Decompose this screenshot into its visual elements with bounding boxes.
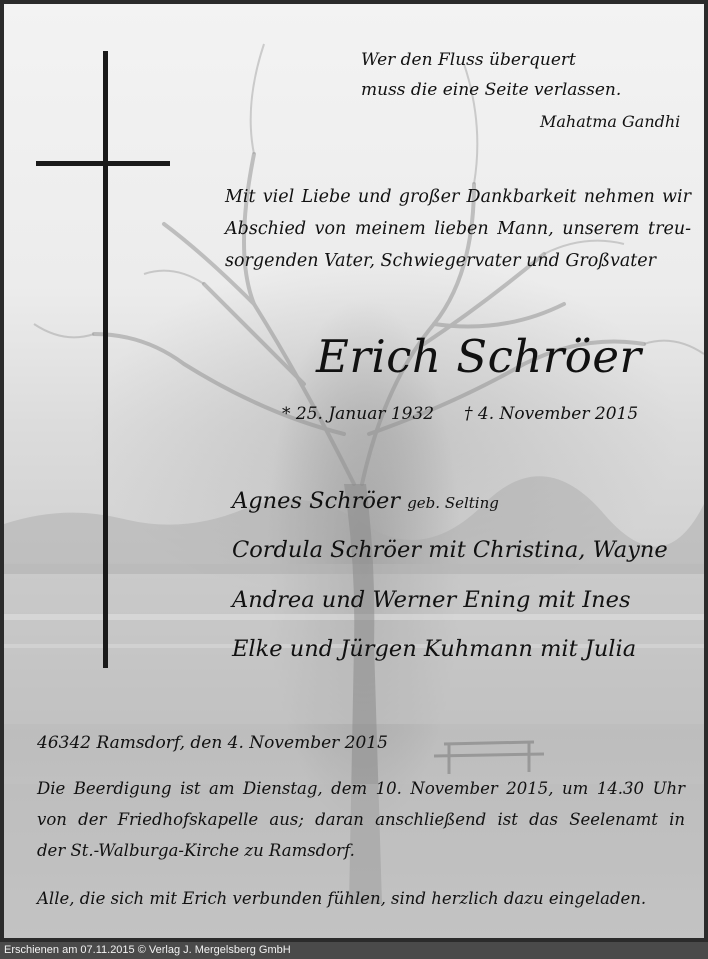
death-date: † 4. November 2015 bbox=[464, 404, 639, 424]
intro-line-3: sorgenden Vater, Schwiegervater und Großvater bbox=[225, 251, 657, 271]
invitation-text: Alle, die sich mit Erich verbunden fühlen, sind herzlich dazu eingeladen. bbox=[37, 889, 647, 908]
funeral-line-2: von der Friedhofskapelle aus; daran anschließend ist das Seelenamt in bbox=[37, 810, 685, 829]
funeral-line-3: der St.-Walburga-Kirche zu Ramsdorf. bbox=[37, 841, 355, 860]
cross-vertical-bar bbox=[103, 51, 108, 668]
family-line-1 bbox=[232, 488, 499, 514]
funeral-line-1: Die Beerdigung ist am Dienstag, dem 10. November 2015, um 14.30 Uhr bbox=[37, 779, 685, 798]
family-line-4: Elke und Jürgen Kuhmann mit Julia bbox=[232, 636, 637, 662]
cross-horizontal-bar bbox=[36, 161, 170, 166]
intro-line-2: Abschied von meinem lieben Mann, unserem treu- bbox=[225, 219, 691, 239]
family-line-2: Cordula Schröer mit Christina, Wayne bbox=[232, 537, 668, 563]
wife-name: Agnes Schröer bbox=[232, 488, 401, 514]
deceased-name: Erich Schröer bbox=[316, 330, 642, 383]
quote-author: Mahatma Gandhi bbox=[540, 112, 681, 131]
family-line-3: Andrea und Werner Ening mit Ines bbox=[232, 587, 631, 613]
intro-line-1: Mit viel Liebe und großer Dankbarkeit nehmen wir bbox=[225, 187, 691, 207]
birth-date: * 25. Januar 1932 bbox=[282, 404, 435, 424]
publication-footer: Erschienen am 07.11.2015 © Verlag J. Mergelsberg GmbH bbox=[0, 942, 708, 959]
quote-line-1: Wer den Fluss überquert bbox=[361, 50, 576, 70]
quote-line-2: muss die eine Seite verlassen. bbox=[361, 80, 622, 100]
place-date: 46342 Ramsdorf, den 4. November 2015 bbox=[37, 733, 388, 753]
wife-maiden-name: geb. Selting bbox=[407, 494, 499, 512]
